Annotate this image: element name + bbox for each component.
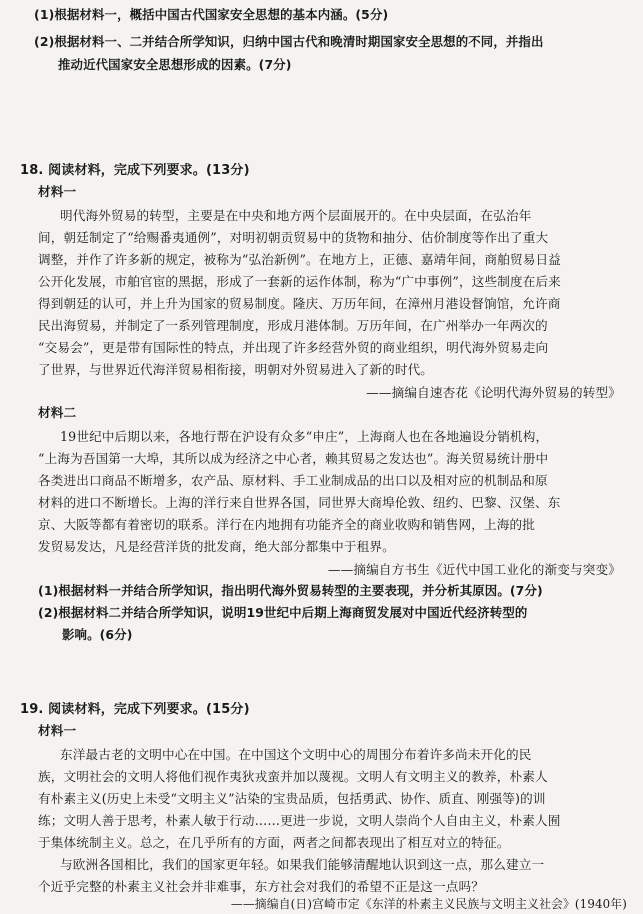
q18-m1-line: 公开化发展，市舶官宦的黑据，形成了一套新的运作体制，称为“广中事例”，这些制度在后来 [38, 274, 561, 289]
q19-m1-line: 练；文明人善于思考，朴素人敏于行动……更进一步说，文明人崇尚个人自由主义，朴素人囿 [38, 813, 561, 828]
top-question-1: (1)根据材料一，概括中国古代国家安全思想的基本内涵。(5分) [34, 7, 389, 22]
q19-title: 19. 阅读材料，完成下列要求。(15分) [20, 702, 250, 717]
q19-m1-line: 有朴素主义(历史上未受“文明主义”沾染的宝贵品质，包括勇武、协作、质直、刚强等)的训 [38, 791, 546, 806]
q18-m2-line: 发贸易发达，凡是经营洋货的批发商，绝大部分都集中于租界。 [38, 539, 395, 554]
q18-m1-line: 明代海外贸易的转型，主要是在中央和地方两个层面展开的。在中央层面，在弘治年 [60, 208, 532, 223]
q18-subquestion-2-line-1: (2)根据材料二并结合所学知识，说明19世纪中后期上海商贸发展对中国近代经济转型的 [38, 605, 528, 620]
q18-m1-line: 间，朝廷制定了“给赐番夷通例”，对明初朝贡贸易中的货物和抽分、估价制度等作出了重大 [38, 230, 549, 245]
q18-m2-line: “上海为吾国第一大埠，其所以成为经济之中心者，赖其贸易之发达也”。海关贸易统计册中 [38, 451, 549, 466]
q18-m1-line: 民出海贸易，并制定了一系列管理制度，形成月港体制。万历年间，在广州举办一年两次的 [38, 318, 548, 333]
q18-subquestion-2-line-2: 影响。(6分) [62, 627, 133, 642]
q18-title: 18. 阅读材料，完成下列要求。(13分) [20, 163, 250, 178]
q18-m2-source: ——摘编自方书生《近代中国工业化的渐变与突变》 [327, 562, 621, 577]
q18-m2-line: 各类进出口商品不断增多，农产品、原材料、手工业制成品的出口以及相对应的机制品和原 [38, 473, 548, 488]
q18-subquestion-1: (1)根据材料一并结合所学知识，指出明代海外贸易转型的主要表现，并分析其原因。(7分) [38, 583, 543, 598]
q18-m2-line: 材料的进口不断增长。上海的洋行来自世界各国，同世界大商埠伦敦、纽约、巴黎、汉堡、东 [38, 495, 561, 510]
q18-m1-line: 得到朝廷的认可，并上升为国家的贸易制度。隆庆、万历年间，在漳州月港设督饷馆，允许商 [38, 296, 561, 311]
q19-m1-line: 个近乎完整的朴素主义社会并非难事，东方社会对我们的希望不正是这一点吗？ [38, 879, 485, 894]
q18-m1-line: 调整，并作了许多新的规定，被称为“弘治新例”。在地方上，正德、嘉靖年间，商舶贸易日益 [38, 252, 561, 267]
q19-material-1-label: 材料一 [38, 723, 77, 738]
q19-m1-line: 东洋最古老的文明中心在中国。在中国这个文明中心的周围分布着许多尚未开化的民 [60, 747, 532, 762]
q18-m1-source: ——摘编自速杏花《论明代海外贸易的转型》 [366, 385, 621, 400]
q19-m1-line: 族，文明社会的文明人将他们视作夷狄戎蛮并加以蔑视。文明人有文明主义的教养，朴素人 [38, 769, 548, 784]
q19-m1-source: ——摘编自(日)宫崎市定《东洋的朴素主义民族与文明主义社会》(1940年) [230, 897, 627, 911]
q18-m2-line: 京、大阪等都有着密切的联系。洋行在内地拥有功能齐全的商业收购和销售网，上海的批 [38, 517, 536, 532]
q19-m1-line: 与欧洲各国相比，我们的国家更年轻。如果我们能够清醒地认识到这一点，那么建立一 [60, 857, 545, 872]
q18-material-1-label: 材料一 [38, 184, 77, 199]
top-question-2-line-1: (2)根据材料一、二并结合所学知识，归纳中国古代和晚清时期国家安全思想的不同，并指出 [34, 34, 544, 49]
q18-m1-line: “交易会”，更是带有国际性的特点，并出现了许多经营外贸的商业组织，明代海外贸易走向 [38, 340, 549, 355]
q19-m1-line: 于集体统制主义。总之，在几乎所有的方面，两者之间都表现出了相互对立的特征。 [38, 835, 510, 850]
top-question-2-line-2: 推动近代国家安全思想形成的因素。(7分) [58, 57, 292, 72]
q18-m2-line: 19世纪中后期以来，各地行帮在沪设有众多“申庄”，上海商人也在各地遍设分销机构， [60, 429, 549, 444]
q18-m1-line: 了世界，与世界近代海洋贸易相衔接，明朝对外贸易进入了新的时代。 [38, 362, 434, 377]
q18-material-2-label: 材料二 [38, 405, 77, 420]
